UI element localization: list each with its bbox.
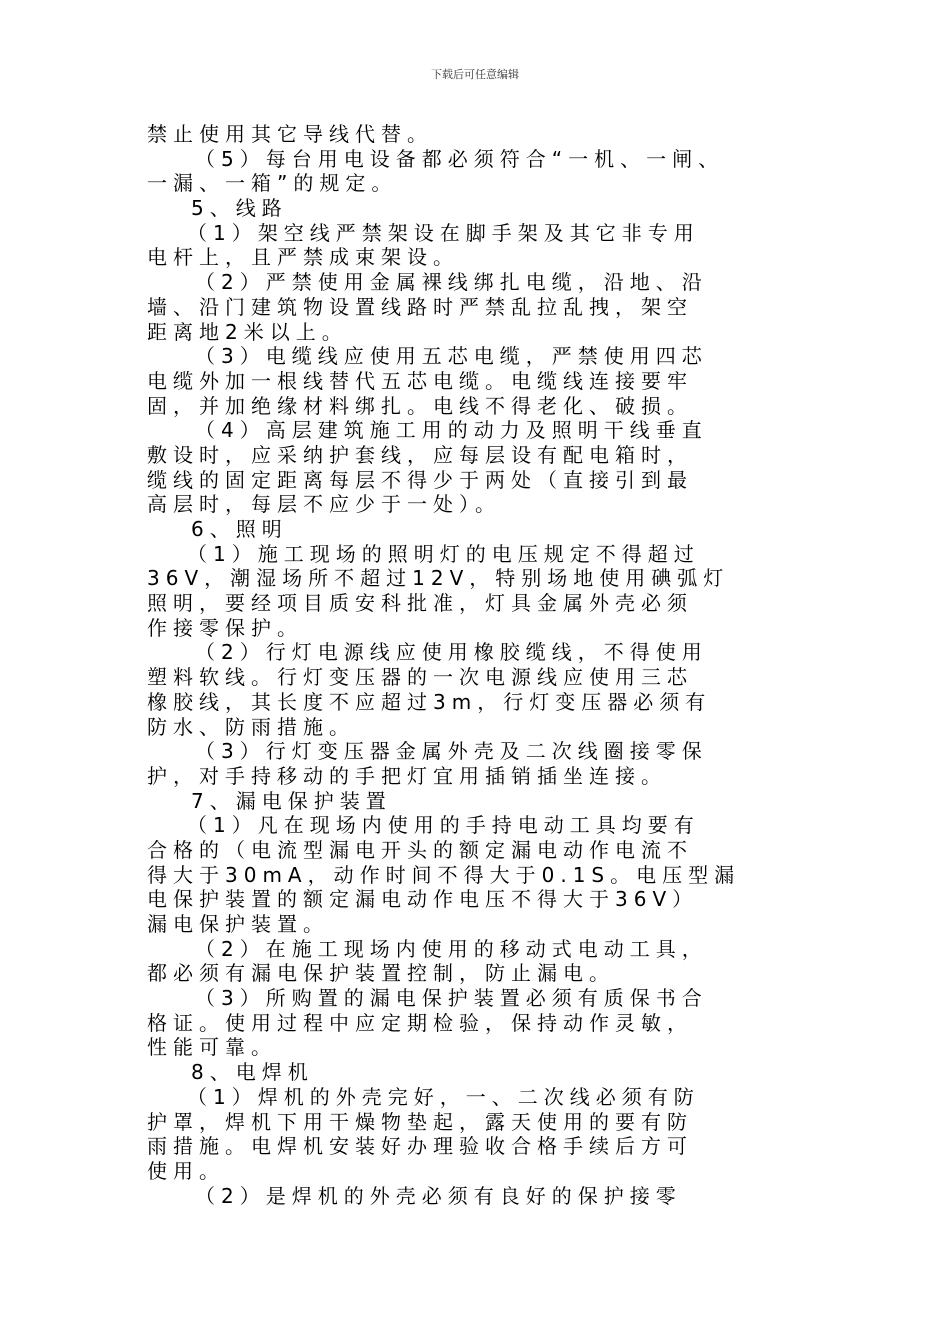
text-line: 36V，潮湿场所不超过12V，特别场地使用碘弧灯 — [147, 566, 730, 591]
text-line: 一漏、一箱”的规定。 — [147, 171, 398, 196]
text-line: 防水、防雨措施。 — [147, 714, 355, 739]
text-line: 电保护装置的额定漏电动作电压不得大于36V） — [147, 887, 699, 912]
text-line: （2）严禁使用金属裸线绑扎电缆，沿地、沿 — [195, 270, 708, 295]
text-line: 使用。 — [147, 1158, 225, 1183]
text-line: （2）是焊机的外壳必须有良好的保护接零 — [195, 1183, 682, 1208]
text-line: 得大于30mA，动作时间不得大于0.1S。电压型漏 — [147, 862, 741, 887]
text-line: 漏电保护装置。 — [147, 912, 329, 936]
text-line: 合格的（电流型漏电开头的额定漏电动作电流不 — [147, 837, 693, 862]
text-line: （1）焊机的外壳完好，一、二次线必须有防 — [187, 1084, 700, 1109]
text-line: 固，并加绝缘材料绑扎。电线不得老化、破损。 — [147, 393, 693, 418]
text-line: （3）行灯变压器金属外壳及二次线圈接零保 — [195, 739, 708, 764]
text-line: 都必须有漏电保护装置控制，防止漏电。 — [147, 961, 615, 986]
text-line: 敷设时，应采纳护套线，应每层设有配电箱时， — [147, 442, 693, 467]
text-line: 作接零保护。 — [147, 615, 303, 640]
text-line: 电杆上，且严禁成束架设。 — [147, 245, 459, 270]
text-line: 塑料软线。行灯变压器的一次电源线应使用三芯 — [147, 665, 693, 690]
text-line: 高层时，每层不应少于一处）。 — [147, 492, 501, 517]
text-line: 性能可靠。 — [147, 1035, 277, 1060]
text-line: 墙、沿门建筑物设置线路时严禁乱拉乱拽，架空 — [147, 294, 693, 319]
document-body — [147, 122, 807, 1208]
text-line: 6、照明 — [191, 517, 288, 541]
page-header: 下载后可任意编辑 — [431, 68, 519, 81]
text-line: （3）所购置的漏电保护装置必须有质保书合 — [195, 986, 708, 1011]
text-line: 格证。使用过程中应定期检验，保持动作灵敏， — [147, 1010, 693, 1035]
text-line: （2）行灯电源线应使用橡胶缆线，不得使用 — [195, 640, 708, 665]
text-line: 护，对手持移动的手把灯宜用插销插坐连接。 — [147, 763, 667, 788]
text-line: （2）在施工现场内使用的移动式电动工具， — [195, 936, 708, 961]
text-line: 5、线路 — [191, 196, 288, 221]
text-line: （4）高层建筑施工用的动力及照明干线垂直 — [195, 418, 708, 443]
text-line: 雨措施。电焊机安装好办理验收合格手续后方可 — [147, 1134, 693, 1159]
text-line: （3）电缆线应使用五芯电缆，严禁使用四芯 — [195, 344, 708, 369]
text-line: 橡胶线，其长度不应超过3m，行灯变压器必须有 — [147, 689, 712, 714]
text-line: 8、电焊机 — [191, 1060, 314, 1085]
text-line: 7、漏电保护装置 — [191, 788, 392, 813]
text-line: （1）凡在现场内使用的手持电动工具均要有 — [187, 813, 700, 838]
text-line: 禁止使用其它导线代替。 — [147, 122, 433, 146]
text-line: 电缆外加一根线替代五芯电缆。电缆线连接要牢 — [147, 368, 693, 393]
text-line: （5）每台用电设备都必须符合“一机、一闸、 — [195, 146, 725, 171]
text-line: （1）架空线严禁架设在脚手架及其它非专用 — [187, 220, 700, 245]
text-line: 护罩，焊机下用干燥物垫起，露天使用的要有防 — [147, 1109, 693, 1134]
text-line: （1）施工现场的照明灯的电压规定不得超过 — [187, 541, 700, 566]
text-line: 照明，要经项目质安科批准，灯具金属外壳必须 — [147, 591, 693, 616]
text-line: 距离地2米以上。 — [147, 319, 348, 344]
text-line: 缆线的固定距离每层不得少于两处（直接引到最 — [147, 467, 693, 492]
